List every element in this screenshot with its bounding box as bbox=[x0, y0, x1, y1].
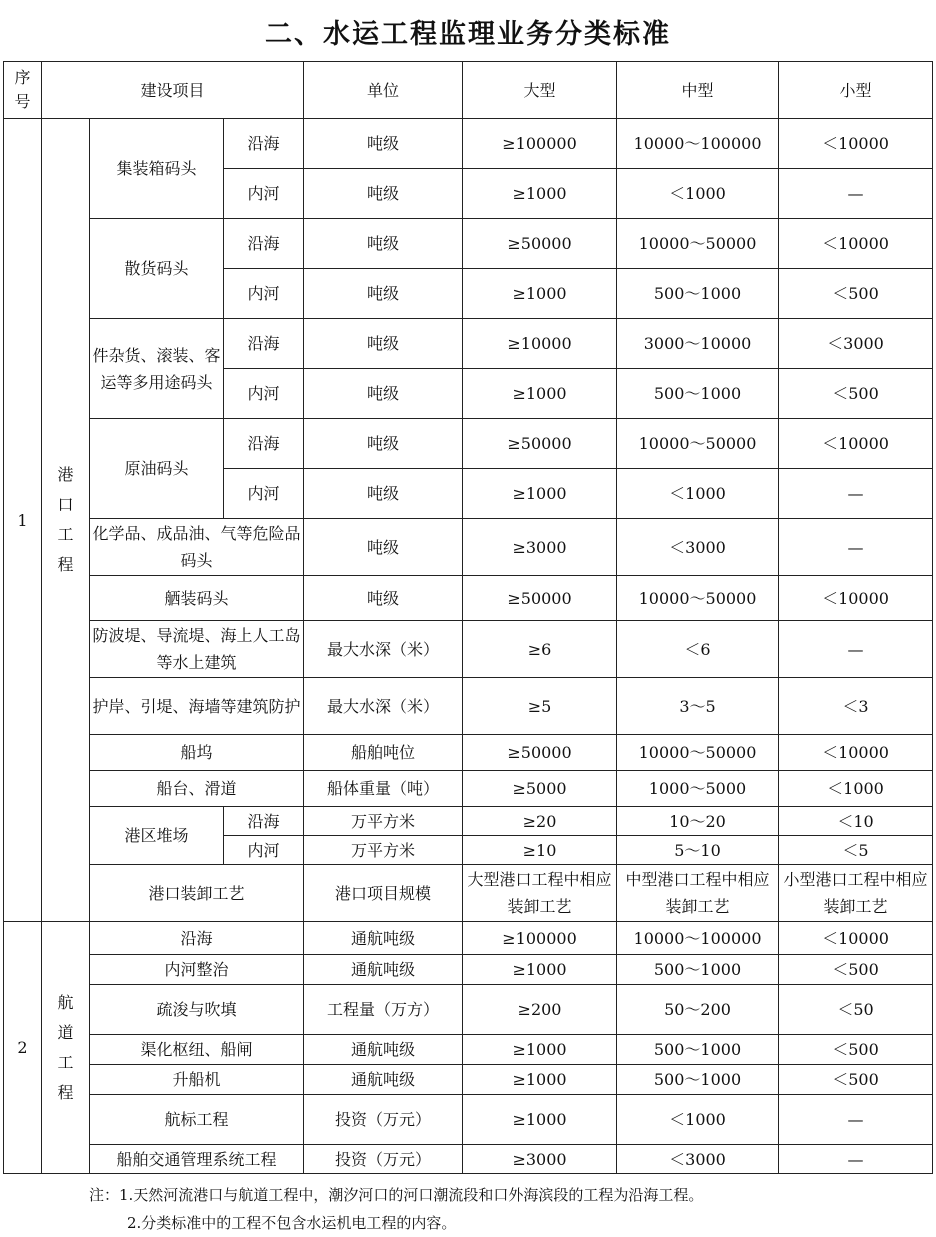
notes bbox=[89, 1181, 929, 1237]
table-row bbox=[4, 1065, 933, 1095]
cell-subtype: 内河 bbox=[224, 269, 304, 319]
cell-small: ＜5 bbox=[779, 836, 933, 865]
cell-medium: 10000～50000 bbox=[617, 419, 779, 469]
cell-unit: 吨级 bbox=[304, 269, 463, 319]
cell-project: 散货码头 bbox=[90, 219, 224, 319]
cell-subtype: 沿海 bbox=[224, 419, 304, 469]
cell-medium: 1000～5000 bbox=[617, 771, 779, 807]
table-row bbox=[4, 319, 933, 369]
cell-unit: 吨级 bbox=[304, 369, 463, 419]
cell-small: — bbox=[779, 621, 933, 678]
table-row bbox=[4, 119, 933, 169]
table-row bbox=[4, 219, 933, 269]
group-number: 2 bbox=[4, 922, 42, 1174]
cell-small: ＜10 bbox=[779, 807, 933, 836]
cell-small: ＜1000 bbox=[779, 771, 933, 807]
table-row bbox=[4, 519, 933, 576]
table-row bbox=[4, 865, 933, 922]
cell-large: ≥6 bbox=[463, 621, 617, 678]
note-1: 注：1.天然河流港口与航道工程中，潮汐河口的河口潮流段和口外海滨段的工程为沿海工程。 bbox=[89, 1186, 704, 1204]
cell-unit: 最大水深（米） bbox=[304, 621, 463, 678]
cell-medium: 3000～10000 bbox=[617, 319, 779, 369]
cell-medium: 500～1000 bbox=[617, 955, 779, 985]
classification-table bbox=[3, 61, 933, 1174]
cell-project: 船坞 bbox=[90, 735, 304, 771]
cell-medium: ＜1000 bbox=[617, 169, 779, 219]
cell-small: ＜500 bbox=[779, 955, 933, 985]
header-project: 建设项目 bbox=[42, 62, 304, 119]
cell-subtype: 内河 bbox=[224, 169, 304, 219]
cell-unit: 吨级 bbox=[304, 519, 463, 576]
cell-medium: 10000～100000 bbox=[617, 119, 779, 169]
cell-project: 航标工程 bbox=[90, 1095, 304, 1145]
header-large: 大型 bbox=[463, 62, 617, 119]
cell-large: ≥3000 bbox=[463, 519, 617, 576]
cell-small: ＜3000 bbox=[779, 319, 933, 369]
cell-large: ≥1000 bbox=[463, 369, 617, 419]
cell-unit: 港口项目规模 bbox=[304, 865, 463, 922]
cell-unit: 投资（万元） bbox=[304, 1095, 463, 1145]
table-row bbox=[4, 576, 933, 621]
cell-unit: 吨级 bbox=[304, 219, 463, 269]
table-row bbox=[4, 807, 933, 836]
cell-small: — bbox=[779, 519, 933, 576]
cell-medium: 10000～100000 bbox=[617, 922, 779, 955]
cell-project: 护岸、引堤、海墙等建筑防护 bbox=[90, 678, 304, 735]
cell-unit: 万平方米 bbox=[304, 836, 463, 865]
cell-medium: 3～5 bbox=[617, 678, 779, 735]
cell-project: 船台、滑道 bbox=[90, 771, 304, 807]
page-title: 二、水运工程监理业务分类标准 bbox=[265, 19, 671, 50]
cell-large: ≥50000 bbox=[463, 735, 617, 771]
cell-large: ≥1000 bbox=[463, 269, 617, 319]
cell-unit: 最大水深（米） bbox=[304, 678, 463, 735]
cell-project: 内河整治 bbox=[90, 955, 304, 985]
group-category: 航 道 工 程 bbox=[42, 922, 90, 1174]
cell-project: 港区堆场 bbox=[90, 807, 224, 865]
cell-unit: 通航吨级 bbox=[304, 955, 463, 985]
cell-subtype: 沿海 bbox=[224, 319, 304, 369]
cell-large: ≥1000 bbox=[463, 169, 617, 219]
cell-medium: ＜1000 bbox=[617, 1095, 779, 1145]
cell-small: ＜3 bbox=[779, 678, 933, 735]
cell-large: ≥5000 bbox=[463, 771, 617, 807]
cell-project: 升船机 bbox=[90, 1065, 304, 1095]
cell-medium: 500～1000 bbox=[617, 369, 779, 419]
cell-medium: 50～200 bbox=[617, 985, 779, 1035]
cell-medium: 5～10 bbox=[617, 836, 779, 865]
cell-subtype: 沿海 bbox=[224, 219, 304, 269]
header-no: 序号 bbox=[4, 62, 42, 119]
table-row bbox=[4, 678, 933, 735]
table-row bbox=[4, 955, 933, 985]
cell-small: — bbox=[779, 1145, 933, 1174]
cell-large: ≥1000 bbox=[463, 955, 617, 985]
cell-project: 件杂货、滚装、客运等多用途码头 bbox=[90, 319, 224, 419]
cell-large: ≥1000 bbox=[463, 1095, 617, 1145]
table-row bbox=[4, 419, 933, 469]
cell-large: ≥10000 bbox=[463, 319, 617, 369]
cell-project: 防波堤、导流堤、海上人工岛等水上建筑 bbox=[90, 621, 304, 678]
cell-subtype: 沿海 bbox=[224, 119, 304, 169]
group-number: 1 bbox=[4, 119, 42, 922]
cell-small: ＜10000 bbox=[779, 219, 933, 269]
cell-small: ＜10000 bbox=[779, 576, 933, 621]
cell-small: 小型港口工程中相应装卸工艺 bbox=[779, 865, 933, 922]
table-row bbox=[4, 1095, 933, 1145]
cell-large: ≥1000 bbox=[463, 1035, 617, 1065]
table-row bbox=[4, 1035, 933, 1065]
cell-subtype: 内河 bbox=[224, 836, 304, 865]
cell-medium: 10000～50000 bbox=[617, 219, 779, 269]
cell-unit: 吨级 bbox=[304, 576, 463, 621]
cell-large: ≥200 bbox=[463, 985, 617, 1035]
cell-project: 原油码头 bbox=[90, 419, 224, 519]
note-2: 2.分类标准中的工程不包含水运机电工程的内容。 bbox=[127, 1214, 457, 1232]
cell-unit: 吨级 bbox=[304, 469, 463, 519]
cell-large: ≥10 bbox=[463, 836, 617, 865]
cell-unit: 工程量（万方） bbox=[304, 985, 463, 1035]
cell-unit: 吨级 bbox=[304, 319, 463, 369]
cell-project: 舾装码头 bbox=[90, 576, 304, 621]
cell-project: 渠化枢纽、船闸 bbox=[90, 1035, 304, 1065]
cell-small: ＜10000 bbox=[779, 419, 933, 469]
table-row bbox=[4, 621, 933, 678]
cell-large: ≥1000 bbox=[463, 469, 617, 519]
cell-medium: ＜6 bbox=[617, 621, 779, 678]
cell-large: ≥100000 bbox=[463, 119, 617, 169]
cell-small: ＜50 bbox=[779, 985, 933, 1035]
cell-medium: 500～1000 bbox=[617, 1065, 779, 1095]
cell-medium: ＜1000 bbox=[617, 469, 779, 519]
cell-project: 船舶交通管理系统工程 bbox=[90, 1145, 304, 1174]
header-unit: 单位 bbox=[304, 62, 463, 119]
cell-small: — bbox=[779, 169, 933, 219]
cell-medium: 10000～50000 bbox=[617, 576, 779, 621]
cell-medium: ＜3000 bbox=[617, 1145, 779, 1174]
cell-medium: 10～20 bbox=[617, 807, 779, 836]
cell-large: ≥50000 bbox=[463, 576, 617, 621]
cell-small: ＜500 bbox=[779, 369, 933, 419]
table-row bbox=[4, 922, 933, 955]
cell-medium: 10000～50000 bbox=[617, 735, 779, 771]
cell-subtype: 内河 bbox=[224, 469, 304, 519]
cell-project: 疏浚与吹填 bbox=[90, 985, 304, 1035]
cell-large: ≥50000 bbox=[463, 419, 617, 469]
cell-small: ＜10000 bbox=[779, 119, 933, 169]
cell-small: — bbox=[779, 1095, 933, 1145]
cell-small: — bbox=[779, 469, 933, 519]
cell-unit: 通航吨级 bbox=[304, 922, 463, 955]
cell-small: ＜500 bbox=[779, 269, 933, 319]
cell-project: 化学品、成品油、气等危险品码头 bbox=[90, 519, 304, 576]
cell-medium: 中型港口工程中相应装卸工艺 bbox=[617, 865, 779, 922]
cell-small: ＜10000 bbox=[779, 922, 933, 955]
cell-unit: 吨级 bbox=[304, 119, 463, 169]
cell-unit: 船舶吨位 bbox=[304, 735, 463, 771]
cell-large: ≥3000 bbox=[463, 1145, 617, 1174]
cell-small: ＜500 bbox=[779, 1035, 933, 1065]
cell-medium: 500～1000 bbox=[617, 269, 779, 319]
cell-unit: 吨级 bbox=[304, 419, 463, 469]
cell-medium: ＜3000 bbox=[617, 519, 779, 576]
table-row bbox=[4, 771, 933, 807]
cell-project: 集装箱码头 bbox=[90, 119, 224, 219]
cell-large: 大型港口工程中相应装卸工艺 bbox=[463, 865, 617, 922]
header-small: 小型 bbox=[779, 62, 933, 119]
cell-project: 港口装卸工艺 bbox=[90, 865, 304, 922]
cell-unit: 万平方米 bbox=[304, 807, 463, 836]
cell-project: 沿海 bbox=[90, 922, 304, 955]
table-header-row bbox=[4, 62, 933, 119]
cell-small: ＜500 bbox=[779, 1065, 933, 1095]
cell-unit: 通航吨级 bbox=[304, 1035, 463, 1065]
cell-unit: 投资（万元） bbox=[304, 1145, 463, 1174]
cell-large: ≥1000 bbox=[463, 1065, 617, 1095]
cell-unit: 通航吨级 bbox=[304, 1065, 463, 1095]
table-row bbox=[4, 985, 933, 1035]
cell-unit: 吨级 bbox=[304, 169, 463, 219]
cell-subtype: 沿海 bbox=[224, 807, 304, 836]
table-row bbox=[4, 1145, 933, 1174]
cell-medium: 500～1000 bbox=[617, 1035, 779, 1065]
cell-large: ≥50000 bbox=[463, 219, 617, 269]
table-row bbox=[4, 735, 933, 771]
cell-large: ≥5 bbox=[463, 678, 617, 735]
cell-unit: 船体重量（吨） bbox=[304, 771, 463, 807]
cell-large: ≥20 bbox=[463, 807, 617, 836]
cell-subtype: 内河 bbox=[224, 369, 304, 419]
group-category: 港 口 工 程 bbox=[42, 119, 90, 922]
cell-large: ≥100000 bbox=[463, 922, 617, 955]
header-medium: 中型 bbox=[617, 62, 779, 119]
cell-small: ＜10000 bbox=[779, 735, 933, 771]
